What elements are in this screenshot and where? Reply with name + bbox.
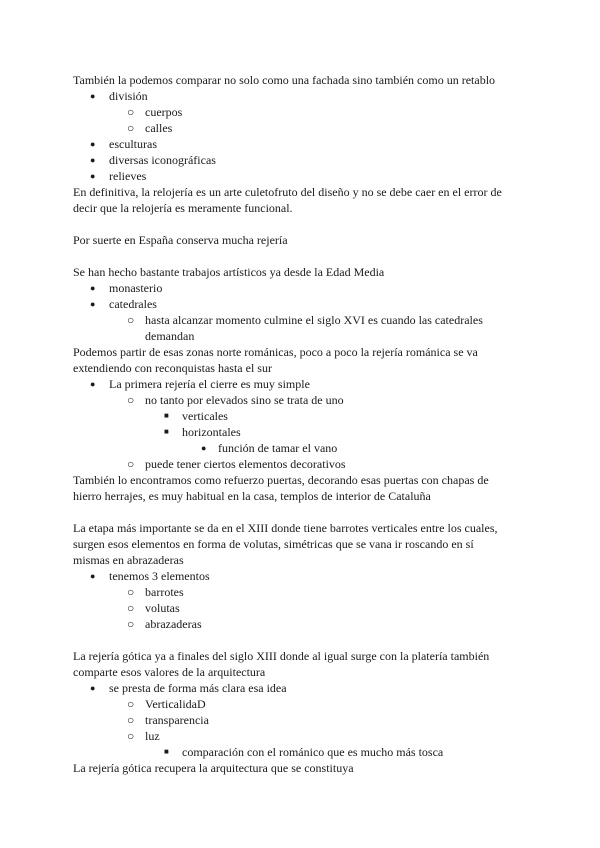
paragraph: También lo encontramos como refuerzo puertas, decorando esas puertas con chapas de hierro herrajes, es muy habitual en la casa, templos de interior de Cataluña [73, 473, 489, 503]
list-item: división [109, 89, 148, 103]
paragraph: La rejería gótica recupera la arquitectura que se constituya [73, 761, 354, 775]
list-item: luz [145, 729, 160, 743]
bullet-disc-icon: ● [90, 299, 96, 309]
list-item: transparencia [145, 713, 209, 727]
list-item: hasta alcanzar momento culmine el siglo XVI es cuando las catedrales demandan [145, 313, 483, 343]
list-item: monasterio [109, 281, 163, 295]
bullet-disc-icon: ● [90, 91, 96, 101]
bullet-square-icon: ■ [164, 747, 169, 756]
list-item: función de tamar el vano [218, 441, 338, 455]
bullet-disc-icon: ● [90, 379, 96, 389]
bullet-circle-icon: ○ [127, 105, 135, 119]
paragraph: La rejería gótica ya a finales del siglo XIII donde al igual surge con la platería también comparte esos valores de la arquitectura [73, 649, 490, 679]
bullet-disc-icon: ● [90, 683, 96, 693]
list-item: puede tener ciertos elementos decorativos [145, 457, 346, 471]
list-item: VerticalidaD [145, 697, 206, 711]
paragraph: También la podemos comparar no solo como una fachada sino también como un retablo [73, 73, 496, 87]
bullet-circle-icon: ○ [127, 121, 135, 135]
bullet-circle-icon: ○ [127, 313, 135, 327]
list-item: volutas [145, 601, 180, 615]
bullet-circle-icon: ○ [127, 393, 135, 407]
paragraph: En definitiva, la relojería es un arte culetofruto del diseño y no se debe caer en el error de decir que la relojería es meramente funcional. [73, 185, 502, 215]
paragraph: Se han hecho bastante trabajos artísticos ya desde la Edad Media [73, 265, 385, 279]
list-item: calles [145, 121, 173, 135]
list-item: La primera rejería el cierre es muy simple [109, 377, 310, 391]
paragraph: Por suerte en España conserva mucha rejería [73, 233, 288, 247]
bullet-disc-icon: ● [90, 571, 96, 581]
bullet-disc-icon: ● [90, 155, 96, 165]
bullet-square-icon: ■ [164, 411, 169, 420]
list-item: no tanto por elevados sino se trata de uno [145, 393, 344, 407]
list-item: esculturas [109, 137, 157, 151]
list-item: se presta de forma más clara esa idea [109, 681, 287, 695]
list-item: diversas iconográficas [109, 153, 216, 167]
bullet-disc-icon: ● [90, 171, 96, 181]
list-item: verticales [182, 409, 228, 423]
list-item: relieves [109, 169, 147, 183]
list-item: cuerpos [145, 105, 183, 119]
list-item: horizontales [182, 425, 241, 439]
bullet-circle-icon: ○ [127, 585, 135, 599]
list-item: abrazaderas [145, 617, 202, 631]
list-item: catedrales [109, 297, 157, 311]
bullet-disc-icon: ● [90, 283, 96, 293]
bullet-circle-icon: ○ [127, 697, 135, 711]
paragraph: La etapa más importante se da en el XIII donde tiene barrotes verticales entre los cuales, surgen esos elementos en forma de volutas, simétricas que se vana ir roscando en sí mismas en abrazaderas [73, 521, 498, 567]
bullet-circle-icon: ○ [127, 601, 135, 615]
bullet-circle-icon: ○ [127, 729, 135, 743]
list-item: tenemos 3 elementos [109, 569, 210, 583]
bullet-circle-icon: ○ [127, 713, 135, 727]
paragraph: Podemos partir de esas zonas norte románicas, poco a poco la rejería románica se va extendiendo con reconquistas hasta el sur [73, 345, 478, 375]
list-item: comparación con el románico que es mucho más tosca [182, 745, 444, 759]
bullet-disc-icon: ● [201, 443, 207, 453]
bullet-circle-icon: ○ [127, 457, 135, 471]
bullet-circle-icon: ○ [127, 617, 135, 631]
bullet-square-icon: ■ [164, 427, 169, 436]
list-item: barrotes [145, 585, 184, 599]
bullet-disc-icon: ● [90, 139, 96, 149]
